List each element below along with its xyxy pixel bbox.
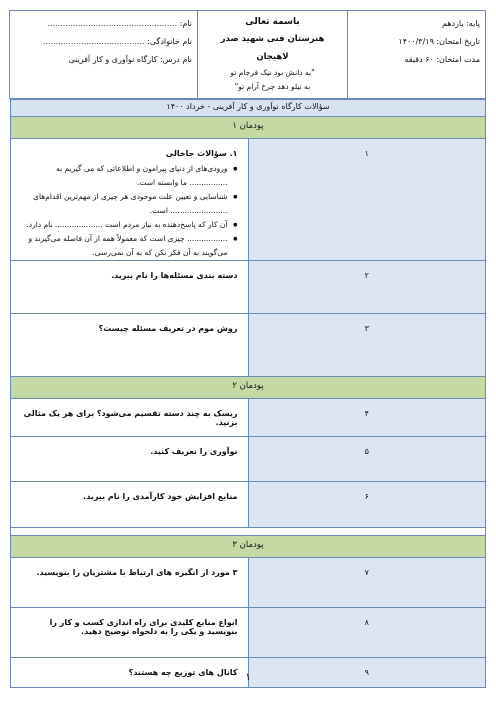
grade-label: پایه: یازدهم	[441, 19, 480, 28]
exam-info-cell	[348, 11, 486, 99]
student-info-cell	[10, 11, 198, 99]
section-header-1: پودمان ۱	[11, 117, 486, 139]
question-9[interactable]: کانال های توزیع چه هستند؟	[11, 658, 249, 688]
question-number: ۹	[248, 658, 486, 688]
school-name: هنرستان فنی شهید صدر لاهیجان	[220, 34, 325, 62]
header-title: باسمه تعالی	[245, 17, 300, 27]
question-number: ۱	[248, 139, 486, 261]
course-name-label: نام درس: کارگاه نوآوری و کار آفرینی	[68, 55, 192, 64]
list-item: ● ورودی‌های از دنیای پیرامون و اطلاعاتی که می گیریم به ................ ما وابسته است.	[17, 162, 228, 190]
questions-table	[10, 99, 486, 688]
question-number: ۸	[248, 608, 486, 658]
student-family-row	[15, 33, 192, 51]
question-7[interactable]: ۳ مورد از انگیزه های ارتباط با مشتریان را بنویسید.	[11, 558, 249, 608]
list-item: ● آن کار که پاسخ‌دهنده به نیاز مردم است .................... نام دارد.	[17, 218, 228, 232]
student-family-label: نام خانوادگی:	[147, 37, 192, 46]
exam-title: سؤالات کارگاه نوآوری و کار آفرینی - خرداد ۱۴۰۰	[11, 100, 486, 117]
section-header-3: پودمان ۳	[11, 536, 486, 558]
question-8[interactable]: انواع منابع کلیدی برای راه اندازی کسب و کار را بنویسید و یکی را به دلخواه توضیح دهید.	[11, 608, 249, 658]
question-number: ۲	[248, 261, 486, 314]
student-name-row	[15, 15, 192, 33]
question-number: ۵	[248, 437, 486, 482]
duration-label: مدت امتحان: ۶۰ دقیقه	[404, 55, 480, 64]
question-4[interactable]: ریسک به چند دسته تقسیم می‌شود؟ برای هر یک مثالی بزنید.	[11, 399, 249, 437]
header-center-cell	[198, 11, 348, 99]
poem-line-2: به نیلو دهد چرخ آرام تو"	[234, 82, 311, 91]
page-number: ۱	[245, 672, 251, 683]
poem-line-1: "به دانش بود نیک فرجام تو	[230, 68, 315, 77]
student-family-field[interactable]: ........................................	[42, 37, 145, 46]
question-number: ۷	[248, 558, 486, 608]
question-2[interactable]: دسته بندی مسئله‌ها را نام ببرید.	[11, 261, 249, 314]
section-spacer	[11, 528, 486, 536]
question-1[interactable]	[11, 139, 249, 261]
header-table	[9, 10, 486, 99]
student-name-field[interactable]: ...................................................	[47, 19, 178, 28]
question-3[interactable]: روش موم در تعریف مسئله چیست؟	[11, 314, 249, 377]
exam-date-label: تاریخ امتحان: ۱۴۰۰/۳/۱۹	[398, 37, 480, 46]
student-name-label: نام:	[179, 19, 192, 28]
exam-sheet	[10, 10, 486, 688]
question-number: ۳	[248, 314, 486, 377]
question-5[interactable]: نوآوری را تعریف کنید.	[11, 437, 249, 482]
section-header-2: پودمان ۲	[11, 377, 486, 399]
question-6[interactable]: منابع افزایش خود کارآمدی را نام ببرید.	[11, 482, 249, 528]
list-item: ● شناسایی و تعیین علت موجودی هر چیزی از مهم‌ترین اقدام‌های ........................ است.	[17, 190, 228, 218]
fill-blank-list	[17, 162, 238, 260]
list-item: ● ................. چیزی است که معمولاً همه از آن فاصله می‌گیرند و می‌گویند به آن فکر نکن که به آن نمی‌رسی.	[17, 232, 228, 260]
question-title: ۱. سؤالات جاخالی	[165, 149, 238, 158]
question-number: ۴	[248, 399, 486, 437]
question-number: ۶	[248, 482, 486, 528]
